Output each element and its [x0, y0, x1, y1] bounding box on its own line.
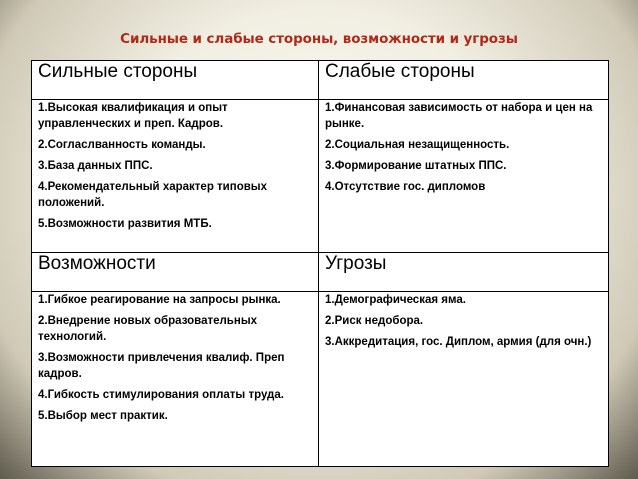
strengths-header: Сильные стороны — [32, 61, 319, 100]
strengths-item: 3.База данных ППС. — [38, 160, 153, 172]
weaknesses-item: 1.Финансовая зависимость от набора и цен на рынке. — [325, 102, 593, 130]
strengths-cell — [32, 100, 319, 253]
threats-header: Угрозы — [319, 253, 609, 292]
slide-title: Сильные и слабые стороны, возможности и угрозы — [120, 31, 518, 47]
weaknesses-item: 3.Формирование штатных ППС. — [325, 160, 507, 172]
header-row-top — [32, 61, 609, 100]
threats-item: 2.Риск недобора. — [325, 315, 424, 327]
opportunities-item: 2.Внедрение новых образовательных технологий. — [38, 315, 258, 343]
swot-table — [31, 60, 609, 467]
weaknesses-header: Слабые стороны — [319, 61, 609, 100]
header-row-bottom — [32, 253, 609, 292]
weaknesses-item: 4.Отсутствие гос. дипломов — [325, 181, 486, 193]
body-row-top — [32, 100, 609, 253]
body-row-bottom — [32, 292, 609, 467]
opportunities-item: 5.Выбор мест практик. — [38, 410, 168, 422]
threats-item: 3.Аккредитация, гос. Диплом, армия (для очн.) — [325, 336, 592, 348]
opportunities-item: 1.Гибкое реагирование на запросы рынка. — [38, 294, 281, 306]
opportunities-cell — [32, 292, 319, 467]
opportunities-item: 3.Возможности привлечения квалиф. Преп кадров. — [38, 352, 285, 380]
threats-item: 1.Демографическая яма. — [325, 294, 466, 306]
strengths-item: 2.Согласлванность команды. — [38, 139, 206, 151]
opportunities-item: 4.Гибкость стимулирования оплаты труда. — [38, 389, 284, 401]
strengths-item: 4.Рекомендательный характер типовых положений. — [38, 181, 268, 209]
strengths-item: 1.Высокая квалификация и опыт управленческих и преп. Кадров. — [38, 102, 228, 130]
opportunities-header: Возможности — [32, 253, 319, 292]
strengths-item: 5.Возможности развития МТБ. — [38, 218, 212, 230]
threats-cell — [319, 292, 609, 467]
weaknesses-item: 2.Социальная незащищенность. — [325, 139, 510, 151]
weaknesses-cell — [319, 100, 609, 253]
